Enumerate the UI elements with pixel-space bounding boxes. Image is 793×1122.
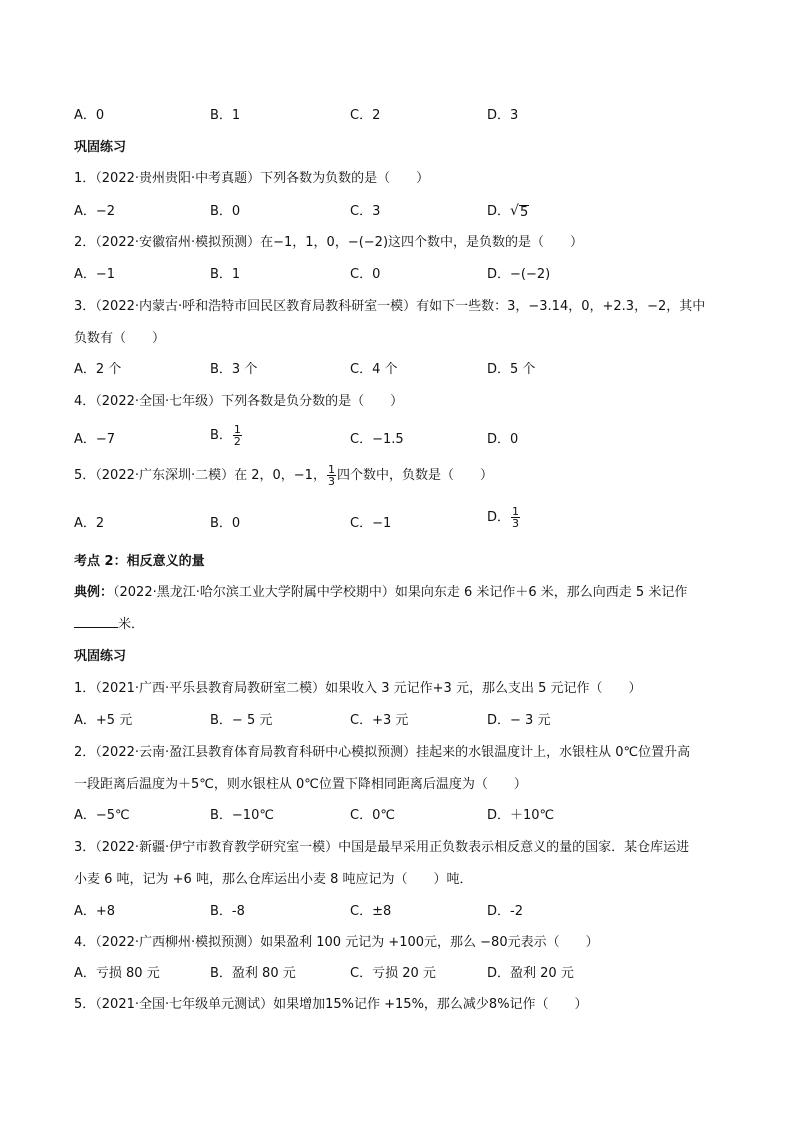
option-c: C．2: [350, 108, 381, 123]
example-stem: 典例：（2022·黑龙江·哈尔滨工业大学附属中学校期中）如果向东走 6 米记作＋6 米，那么向西走 5 米记作: [74, 585, 688, 600]
option-b: B． $\frac{1}{2}$: [210, 423, 241, 448]
fraction: $\frac{1}{2}$: [233, 423, 241, 448]
options-row: [74, 358, 734, 378]
option-a: A．−2: [74, 204, 116, 219]
fraction: $\frac{1}{3}$: [327, 463, 335, 488]
section-heading: 巩固练习: [74, 140, 127, 155]
option-b: B．−10℃: [210, 808, 274, 823]
options-row: [74, 900, 734, 920]
option-c: C．−1.5: [350, 432, 404, 447]
option-c: C．3: [350, 204, 381, 219]
options-row: [74, 962, 734, 982]
option-a: A．0: [74, 108, 105, 123]
option-a: A．+5 元: [74, 713, 133, 728]
option-a: A．−5℃: [74, 808, 130, 823]
option-a: A．2 个: [74, 362, 122, 377]
option-d: D． $\frac{1}{3}$: [487, 505, 520, 530]
top-options-row: [74, 104, 734, 124]
option-b: B．3 个: [210, 362, 258, 377]
option-d: D．− 3 元: [487, 713, 551, 728]
option-d: D．-2: [487, 904, 523, 919]
option-a: A．−7: [74, 432, 116, 447]
question-stem: 4．（2022·全国·七年级）下列各数是负分数的是（ ）: [74, 394, 404, 409]
options-row: [74, 424, 734, 452]
options-row: [74, 709, 734, 729]
example-stem-continued: 米．: [74, 613, 144, 632]
option-c: C．+3 元: [350, 713, 409, 728]
question-stem-continued: 负数有（ ）: [74, 331, 166, 346]
option-c: C．±8: [350, 904, 392, 919]
example-label: 典例：: [74, 585, 114, 600]
question-stem: 2．（2022·云南·盈江县教育体育局教育科研中心模拟预测）挂起来的水银温度计上，水银柱从 0℃位置升高: [74, 745, 691, 760]
question-stem: 1．（2022·贵州贵阳·中考真题）下列各数为负数的是（ ）: [74, 171, 430, 186]
option-d: D．−(−2): [487, 267, 551, 282]
option-c: C．−1: [350, 516, 392, 531]
option-c: C．0: [350, 267, 381, 282]
option-b: B．− 5 元: [210, 713, 273, 728]
options-row: [74, 506, 734, 534]
section-heading: 巩固练习: [74, 649, 127, 664]
option-d: D．0: [487, 432, 519, 447]
option-a: A．−1: [74, 267, 116, 282]
question-stem: 1．（2021·广西·平乐县教育局教研室二模）如果收入 3 元记作+3 元，那么支出 5 元记作（ ）: [74, 681, 642, 696]
option-b: B．-8: [210, 904, 245, 919]
topic-heading: 考点 2：相反意义的量: [74, 554, 205, 569]
options-row: [74, 200, 734, 220]
question-stem-continued: 小麦 6 吨，记为 +6 吨，那么仓库运出小麦 8 吨应记为（ ）吨．: [74, 872, 473, 887]
option-d: D．3: [487, 108, 519, 123]
option-b: B．0: [210, 204, 241, 219]
option-d: D． √ 5: [487, 203, 529, 220]
options-row: [74, 263, 734, 283]
option-a: A．+8: [74, 904, 116, 919]
option-c: C．0℃: [350, 808, 395, 823]
option-b: B．1: [210, 108, 241, 123]
option-d: D．＋10℃: [487, 808, 555, 823]
option-b: B．0: [210, 516, 241, 531]
answer-blank: [74, 615, 118, 628]
question-stem: 5．（2021·全国·七年级单元测试）如果增加15%记作 +15%，那么减少8%记作（ ）: [74, 997, 588, 1012]
question-stem-continued: 一段距离后温度为＋5℃，则水银柱从 0℃位置下降相同距离后温度为（ ）: [74, 777, 527, 792]
option-a: A．2: [74, 516, 105, 531]
sqrt-expression: √ 5: [510, 203, 529, 220]
question-stem: 3．（2022·内蒙古·呼和浩特市回民区教育局教科研室一模）有如下一些数：3，−3.14，0，+2.3，−2，其中: [74, 299, 706, 314]
option-d: D．5 个: [487, 362, 536, 377]
fraction: $\frac{1}{3}$: [512, 505, 520, 530]
question-stem: 3．（2022·新疆·伊宁市教育教学研究室一模）中国是最早采用正负数表示相反意义的量的国家．某仓库运进: [74, 840, 690, 855]
option-b: B．盈利 80 元: [210, 966, 296, 981]
question-stem: 5．（2022·广东深圳·二模）在 2，0，−1， $\frac{1}{3}$ 四个数中，负数是（ ）: [74, 463, 493, 488]
options-row: [74, 804, 734, 824]
option-c: C．亏损 20 元: [350, 966, 436, 981]
question-stem: 4．（2022·广西柳州·模拟预测）如果盈利 100 元记为 +100元，那么 −80元表示（ ）: [74, 935, 599, 950]
option-d: D．盈利 20 元: [487, 966, 574, 981]
option-c: C．4 个: [350, 362, 398, 377]
question-stem: 2．（2022·安徽宿州·模拟预测）在−1，1，0，−(−2)这四个数中，是负数的是（ ）: [74, 235, 584, 250]
option-b: B．1: [210, 267, 241, 282]
option-a: A．亏损 80 元: [74, 966, 160, 981]
